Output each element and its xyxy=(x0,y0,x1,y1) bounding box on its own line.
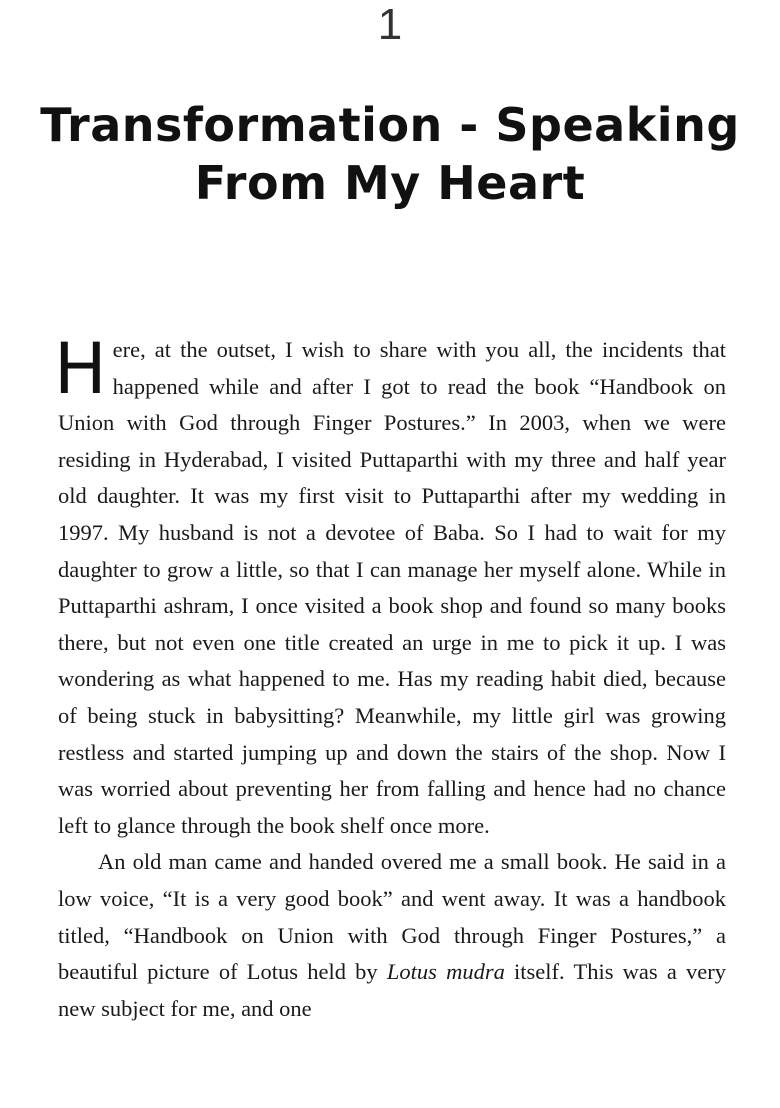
drop-cap: H xyxy=(54,328,107,410)
paragraph-2-text-end: itself. This was a very new subject for me, and one xyxy=(58,959,726,1021)
paragraph-1 xyxy=(54,328,726,844)
paragraph-2-text-start: An old man came and handed overed me a small book. He said in a low voice, “It is a very good book” and went away. It was a handbook titled, “Handbook on Union with God through Finger Postures,” a beautiful picture of Lotus held by xyxy=(58,849,726,985)
paragraph-1-text: ere, at the outset, I wish to share with you all, the incidents that happened while and after I got to read the book “Handbook on Union with God through Finger Postures.” In 2003, when we were residing in Hyderabad, I visited Puttaparthi with my three and half year old daughter. It was my first visit to Puttaparthi after my wedding in 1997. My husband is not a devotee of Baba. So I had to wait for my daughter to grow a little, so that I can manage her myself alone. While in Puttaparthi ashram, I once visited a book shop and found so many books there, but not even one title created an urge in me to pick it up. I was wondering as what happened to me. Has my reading habit died, because of being stuck in babysitting? Meanwhile, my little girl was growing restless and started jumping up and down the stairs of the shop. Now I was worried about preventing her from falling and hence had no chance left to glance through the book shelf once more. xyxy=(58,337,726,838)
paragraph-2-italic-term: Lotus mudra xyxy=(386,959,505,985)
chapter-number: 1 xyxy=(377,0,403,49)
chapter-title: Transformation - Speaking From My Heart xyxy=(40,98,740,210)
paragraph-2 xyxy=(58,844,726,1027)
chapter-body xyxy=(54,328,726,1027)
